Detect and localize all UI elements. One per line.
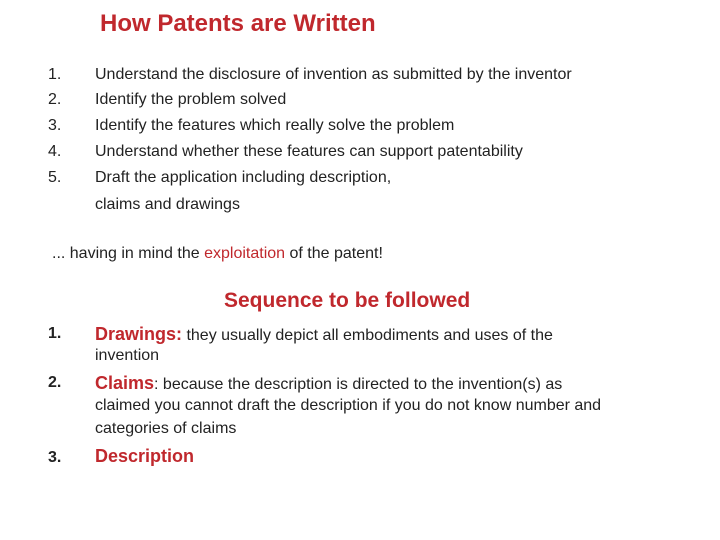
- exploitation-note: [52, 245, 383, 263]
- step-text: Identify the problem solved: [95, 91, 287, 108]
- sequence-item-text: : because the description is directed to the invention(s) as: [154, 376, 563, 393]
- sequence-title: Sequence to be followed: [224, 289, 471, 312]
- note-suffix: of the patent!: [285, 245, 383, 262]
- sequence-item-description: Description: [95, 446, 195, 466]
- step-number: 1.: [48, 66, 62, 83]
- step-text: Understand whether these features can support patentability: [95, 143, 523, 160]
- step-text: Draft the application including description,: [95, 169, 392, 186]
- page-title: How Patents are Written: [100, 10, 376, 37]
- note-prefix: ... having in mind the: [52, 245, 205, 262]
- sequence-item-drawings: [95, 324, 553, 345]
- step-number: 4.: [48, 143, 62, 160]
- sequence-number: 2.: [48, 374, 62, 391]
- step-number: 5.: [48, 169, 62, 186]
- step-text: Understand the disclosure of invention as submitted by the inventor: [95, 66, 572, 83]
- sequence-number: 3.: [48, 449, 62, 466]
- step-number: 3.: [48, 117, 62, 134]
- sequence-item-text-continued: claimed you cannot draft the description if you do not know number and: [95, 397, 602, 414]
- sequence-item-text: they usually depict all embodiments and uses of the: [182, 327, 553, 344]
- sequence-item-text-continued: invention: [95, 347, 160, 364]
- step-text-continued: claims and drawings: [95, 196, 240, 213]
- step-text: Identify the features which really solve the problem: [95, 117, 455, 134]
- sequence-item-claims: [95, 373, 562, 394]
- sequence-item-head: Drawings:: [95, 324, 183, 344]
- step-number: 2.: [48, 91, 62, 108]
- sequence-number: 1.: [48, 325, 62, 342]
- sequence-item-head: Claims: [95, 373, 155, 393]
- note-highlight: exploitation: [204, 245, 286, 262]
- sequence-item-text-continued: categories of claims: [95, 420, 237, 437]
